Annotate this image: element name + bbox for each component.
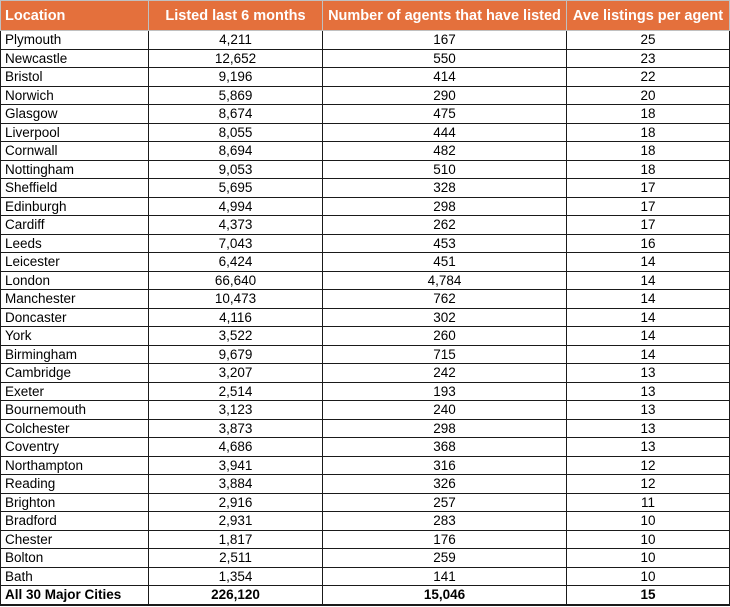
cell-agents: 762 [323, 290, 567, 309]
cell-listed: 3,873 [149, 419, 323, 438]
cell-listed: 3,941 [149, 456, 323, 475]
cell-agents: 482 [323, 142, 567, 161]
cell-listed: 8,674 [149, 105, 323, 124]
table-row [1, 512, 730, 531]
cell-ave-listings: 12 [567, 475, 730, 494]
cell-agents: 283 [323, 512, 567, 531]
cell-listed: 4,686 [149, 438, 323, 457]
cell-location: Edinburgh [1, 197, 149, 216]
cell-listed: 4,373 [149, 216, 323, 235]
table-row [1, 530, 730, 549]
cell-location: Northampton [1, 456, 149, 475]
cell-agents: 242 [323, 364, 567, 383]
cell-agents: 193 [323, 382, 567, 401]
cell-location: Bristol [1, 68, 149, 87]
header-number-of-agents: Number of agents that have listed [323, 1, 567, 31]
table-row [1, 327, 730, 346]
cell-ave-listings: 18 [567, 105, 730, 124]
cell-ave-listings: 10 [567, 549, 730, 568]
table-row [1, 179, 730, 198]
cell-agents: 257 [323, 493, 567, 512]
cell-location: Doncaster [1, 308, 149, 327]
cell-agents: 510 [323, 160, 567, 179]
table-row [1, 382, 730, 401]
cell-ave-listings: 18 [567, 123, 730, 142]
table-row [1, 549, 730, 568]
cell-listed: 9,053 [149, 160, 323, 179]
cell-ave-listings: 11 [567, 493, 730, 512]
table-row [1, 290, 730, 309]
cell-ave-listings: 23 [567, 49, 730, 68]
cell-location: Glasgow [1, 105, 149, 124]
cell-agents: 260 [323, 327, 567, 346]
cell-agents: 444 [323, 123, 567, 142]
cell-listed: 8,694 [149, 142, 323, 161]
cell-location: Leeds [1, 234, 149, 253]
cell-listed: 5,869 [149, 86, 323, 105]
cell-listed: 3,207 [149, 364, 323, 383]
cell-location: Norwich [1, 86, 149, 105]
cell-location: Brighton [1, 493, 149, 512]
cell-listed: 9,679 [149, 345, 323, 364]
cell-listed: 6,424 [149, 253, 323, 272]
cell-location: Bolton [1, 549, 149, 568]
cell-location: Chester [1, 530, 149, 549]
cell-ave-listings: 10 [567, 567, 730, 586]
cell-listed: 3,522 [149, 327, 323, 346]
cell-agents: 475 [323, 105, 567, 124]
cell-location: Cambridge [1, 364, 149, 383]
cell-ave-listings: 14 [567, 253, 730, 272]
cell-ave-listings: 25 [567, 31, 730, 50]
table-row [1, 401, 730, 420]
cell-listed: 4,994 [149, 197, 323, 216]
table-row [1, 271, 730, 290]
cell-agents: 298 [323, 197, 567, 216]
cell-location: Manchester [1, 290, 149, 309]
cell-ave-listings: 13 [567, 419, 730, 438]
cell-agents: 715 [323, 345, 567, 364]
header-ave-listings-per-agent: Ave listings per agent [567, 1, 730, 31]
cell-ave-listings: 14 [567, 290, 730, 309]
cell-listed: 5,695 [149, 179, 323, 198]
cell-location: Reading [1, 475, 149, 494]
table-row [1, 49, 730, 68]
cell-listed: 8,055 [149, 123, 323, 142]
cell-agents: 176 [323, 530, 567, 549]
table-row [1, 86, 730, 105]
cell-listed: 3,884 [149, 475, 323, 494]
cell-location: Exeter [1, 382, 149, 401]
cell-ave-listings: 14 [567, 327, 730, 346]
cell-agents: 414 [323, 68, 567, 87]
cell-location: Sheffield [1, 179, 149, 198]
table-row [1, 234, 730, 253]
table-row [1, 160, 730, 179]
cell-location: Newcastle [1, 49, 149, 68]
cell-ave-listings: 10 [567, 530, 730, 549]
cell-agents: 451 [323, 253, 567, 272]
cell-agents: 302 [323, 308, 567, 327]
total-row [1, 586, 730, 605]
cell-ave-listings: 20 [567, 86, 730, 105]
cell-location: Leicester [1, 253, 149, 272]
cell-location: Colchester [1, 419, 149, 438]
total-cell-ave-listings: 15 [567, 586, 730, 605]
cell-listed: 2,931 [149, 512, 323, 531]
table-row [1, 216, 730, 235]
cell-listed: 1,354 [149, 567, 323, 586]
cell-agents: 453 [323, 234, 567, 253]
cell-ave-listings: 14 [567, 271, 730, 290]
cell-ave-listings: 17 [567, 216, 730, 235]
cell-listed: 7,043 [149, 234, 323, 253]
table-row [1, 123, 730, 142]
cell-listed: 3,123 [149, 401, 323, 420]
cell-listed: 9,196 [149, 68, 323, 87]
total-cell-listed: 226,120 [149, 586, 323, 605]
table-row [1, 68, 730, 87]
total-cell-location: All 30 Major Cities [1, 586, 149, 605]
cell-agents: 290 [323, 86, 567, 105]
cell-agents: 141 [323, 567, 567, 586]
header-location: Location [1, 1, 149, 31]
cell-listed: 4,116 [149, 308, 323, 327]
cell-location: Cardiff [1, 216, 149, 235]
cell-agents: 298 [323, 419, 567, 438]
cell-location: Nottingham [1, 160, 149, 179]
cell-agents: 326 [323, 475, 567, 494]
cell-ave-listings: 18 [567, 142, 730, 161]
cell-ave-listings: 12 [567, 456, 730, 475]
cell-location: Plymouth [1, 31, 149, 50]
cell-ave-listings: 16 [567, 234, 730, 253]
cell-ave-listings: 18 [567, 160, 730, 179]
cell-ave-listings: 10 [567, 512, 730, 531]
table-row [1, 419, 730, 438]
table-row [1, 105, 730, 124]
cell-ave-listings: 13 [567, 401, 730, 420]
cell-listed: 2,511 [149, 549, 323, 568]
cell-listed: 2,514 [149, 382, 323, 401]
total-cell-agents: 15,046 [323, 586, 567, 605]
cell-agents: 259 [323, 549, 567, 568]
cell-agents: 167 [323, 31, 567, 50]
table-row [1, 438, 730, 457]
table-row [1, 253, 730, 272]
cell-listed: 2,916 [149, 493, 323, 512]
cell-ave-listings: 17 [567, 197, 730, 216]
table-row [1, 308, 730, 327]
cell-ave-listings: 14 [567, 345, 730, 364]
cell-agents: 240 [323, 401, 567, 420]
cell-listed: 10,473 [149, 290, 323, 309]
cell-ave-listings: 13 [567, 364, 730, 383]
cell-location: Coventry [1, 438, 149, 457]
cell-agents: 262 [323, 216, 567, 235]
header-listed-last-6-months: Listed last 6 months [149, 1, 323, 31]
table-row [1, 31, 730, 50]
table-row [1, 345, 730, 364]
cell-location: London [1, 271, 149, 290]
cell-ave-listings: 17 [567, 179, 730, 198]
table-row [1, 475, 730, 494]
cell-ave-listings: 13 [567, 438, 730, 457]
cell-listed: 1,817 [149, 530, 323, 549]
cell-location: Bath [1, 567, 149, 586]
table-row [1, 567, 730, 586]
cell-agents: 550 [323, 49, 567, 68]
cell-location: Bradford [1, 512, 149, 531]
cell-listed: 12,652 [149, 49, 323, 68]
cell-location: Cornwall [1, 142, 149, 161]
cell-location: York [1, 327, 149, 346]
cell-agents: 4,784 [323, 271, 567, 290]
table-row [1, 197, 730, 216]
cell-location: Bournemouth [1, 401, 149, 420]
cell-ave-listings: 22 [567, 68, 730, 87]
header-row [1, 1, 730, 31]
cell-agents: 316 [323, 456, 567, 475]
table-row [1, 142, 730, 161]
table-row [1, 493, 730, 512]
cell-ave-listings: 13 [567, 382, 730, 401]
cell-location: Liverpool [1, 123, 149, 142]
table-row [1, 456, 730, 475]
cell-ave-listings: 14 [567, 308, 730, 327]
cell-listed: 66,640 [149, 271, 323, 290]
cell-listed: 4,211 [149, 31, 323, 50]
table-row [1, 364, 730, 383]
cell-agents: 328 [323, 179, 567, 198]
cell-location: Birmingham [1, 345, 149, 364]
cell-agents: 368 [323, 438, 567, 457]
